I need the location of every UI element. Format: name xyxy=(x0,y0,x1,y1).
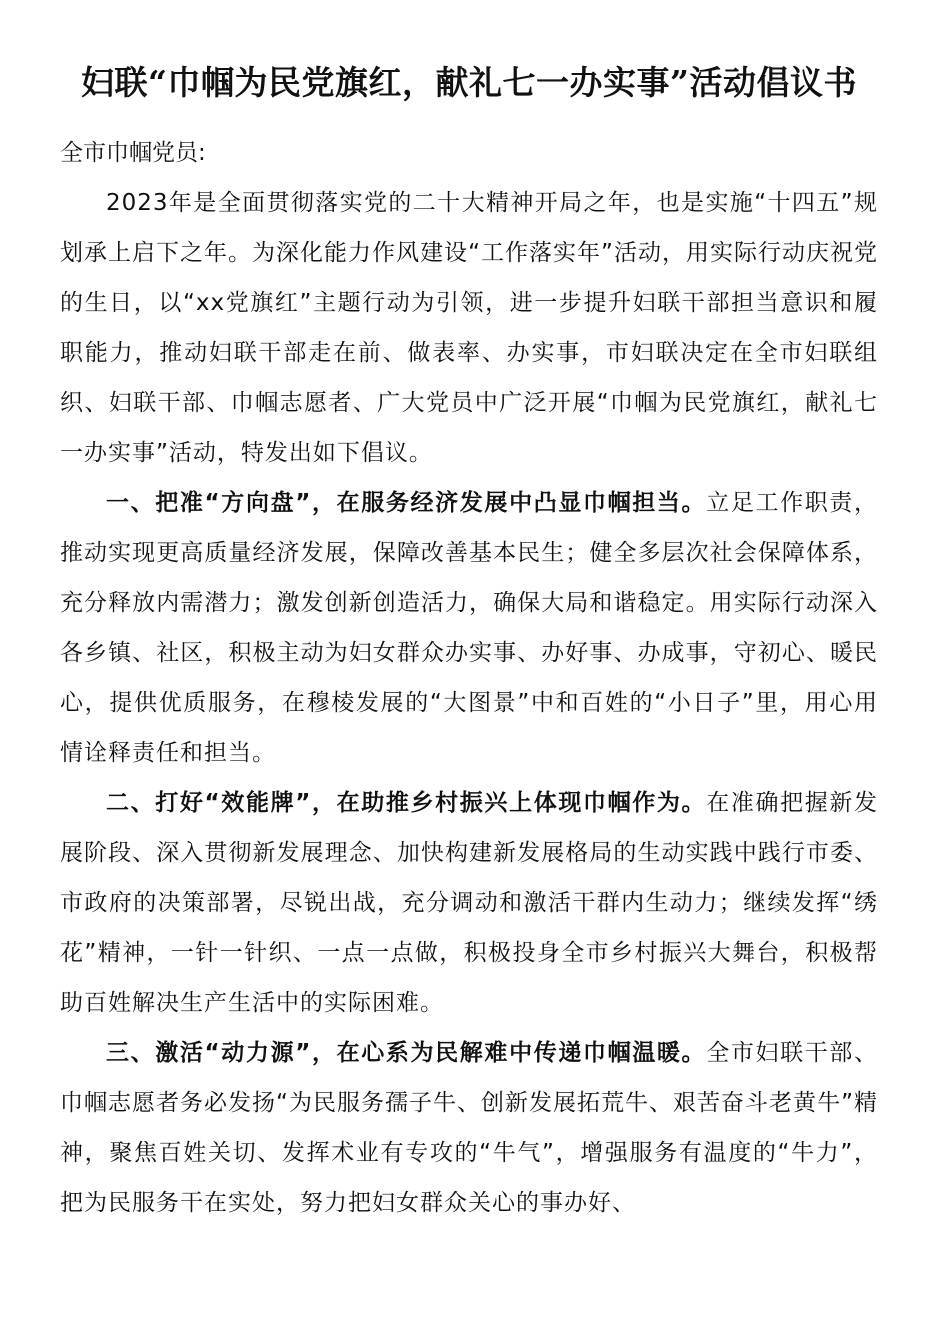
section-3-paragraph xyxy=(60,1028,878,1228)
section-2-paragraph xyxy=(60,778,878,1028)
section-1-body: 立足工作职责，推动实现更高质量经济发展，保障改善基本民生；健全多层次社会保障体系，充分释放内需潜力；激发创新创造活力，确保大局和谐稳定。用实际行动深入各乡镇、社区，积极主动为妇女群众办实事、办好事、办成事，守初心、暖民心，提供优质服务，在穆棱发展的“大图景”中和百姓的“小日子”里，用心用情诠释责任和担当。 xyxy=(60,490,879,766)
document-title: 妇联“巾帼为民党旗红，献礼七一办实事”活动倡议书 xyxy=(81,63,857,102)
section-1-paragraph xyxy=(60,478,878,778)
section-3-body: 全市妇联干部、巾帼志愿者务必发扬“为民服务孺子牛、创新发展拓荒牛、艰苦奋斗老黄牛”精神，聚焦百姓关切、发挥术业有专攻的“牛气”，增强服务有温度的“牛力”，把为民服务干在实处，努力把妇女群众关心的事办好、 xyxy=(60,1040,879,1216)
intro-text: 2023年是全面贯彻落实党的二十大精神开局之年，也是实施“十四五”规划承上启下之年。为深化能力作风建设“工作落实年”活动，用实际行动庆祝党的生日，以“xx党旗红”主题行动为引领，进一步提升妇联干部担当意识和履职能力，推动妇联干部走在前、做表率、办实事，市妇联决定在全市妇联组织、妇联干部、巾帼志愿者、广大党员中广泛开展“巾帼为民党旗红，献礼七一办实事”活动，特发出如下倡议。 xyxy=(60,190,878,466)
section-2-body: 在准确把握新发展阶段、深入贯彻新发展理念、加快构建新发展格局的生动实践中践行市委、市政府的决策部署，尽锐出战，充分调动和激活干群内生动力；继续发挥“绣花”精神，一针一针织、一点一点做，积极投身全市乡村振兴大舞台，积极帮助百姓解决生产生活中的实际困难。 xyxy=(60,790,879,1016)
intro-paragraph xyxy=(60,178,878,478)
salutation: 全市巾帼党员: xyxy=(60,140,206,166)
section-2-heading: 二、打好“效能牌”，在助推乡村振兴上体现巾帼作为。 xyxy=(106,790,707,816)
section-1-heading: 一、把准“方向盘”，在服务经济发展中凸显巾帼担当。 xyxy=(106,490,707,516)
section-3-heading: 三、激活“动力源”，在心系为民解难中传递巾帼温暖。 xyxy=(106,1040,707,1066)
